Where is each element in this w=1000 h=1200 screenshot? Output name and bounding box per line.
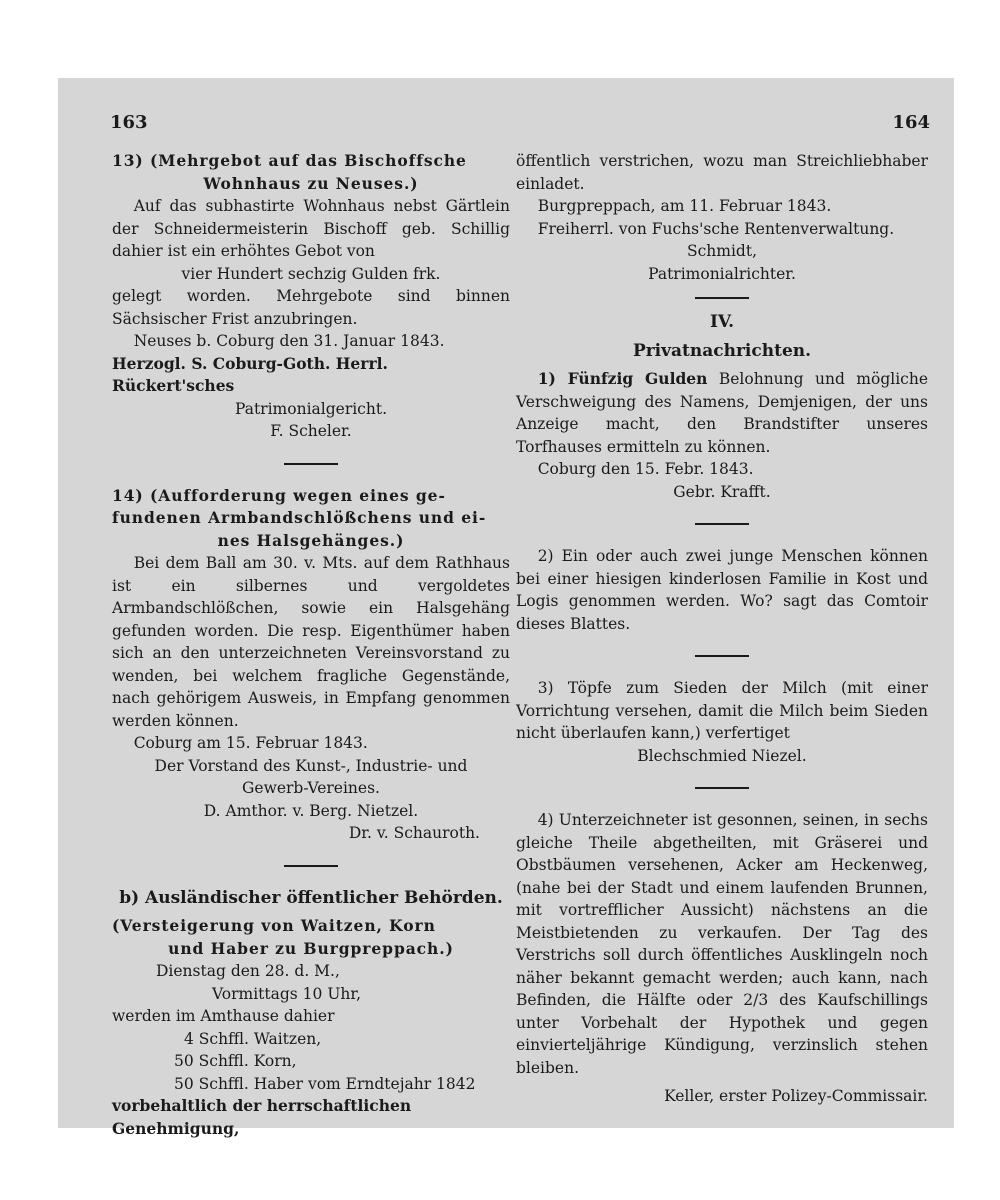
section-b-time: Vormittags 10 Uhr, xyxy=(212,984,361,1003)
section-b-goods-1: 4 Schffl. Waitzen, xyxy=(184,1029,322,1048)
notice-13-heading-line1: 13) (Mehrgebot auf das Bischoffsche xyxy=(112,151,467,170)
notice-13-heading-line2: Wohnhaus zu Neuses.) xyxy=(203,173,419,193)
section-b-tail: vorbehaltlich der herrschaftlichen Genehmigung, xyxy=(112,1096,412,1138)
notice-13-court-line1: Herzogl. S. Coburg-Goth. Herrl. Rückert'sches xyxy=(112,353,388,395)
scanned-page-spread xyxy=(58,78,954,1138)
section-iv-numeral: IV. xyxy=(709,312,735,332)
notice-14-heading-line3: nes Halsgehänges.) xyxy=(217,530,405,550)
notice-13-body: Auf das subhastirte Wohnhaus nebst Gärtlein der Schneidermeisterin Bischoff geb. Schillig dahier ist ein erhöhtes Gebot von xyxy=(112,197,510,260)
private-notice-1-place-date: Coburg den 15. Febr. 1843. xyxy=(537,460,754,478)
private-notice-3-body: 3) Töpfe zum Sieden der Milch (mit einer Vorrichtung versehen, damit die Milch beim Sieden nicht überlaufen kann,) verfertiget xyxy=(516,679,928,742)
section-iv-title: Privatnachrichten. xyxy=(632,340,812,361)
notice-13-place-date: Neuses b. Coburg den 31. Januar 1843. xyxy=(133,332,445,350)
section-b-date: Dienstag den 28. d. M., xyxy=(156,962,340,980)
private-notice-1-lead: 1) Fünfzig Gulden xyxy=(537,369,708,388)
notice-14-board-line1: Der Vorstand des Kunst-, Industrie- und xyxy=(154,756,468,775)
private-notice-4-body: 4) Unterzeichneter ist gesonnen, seinen, in sechs gleiche Theile abgetheilten, mit Gräserei und Obstbäumen versehenen, Acker am Heckenweg, (nahe bei der Stadt und einem laufenden Brunnen, mit vortrefflicher Aussicht) nächstens an die Meistbietenden zu verkaufen. Der Tag des Verstrichs soll durch öffentliches Ausklingeln noch näher bekannt gemacht werden; auch kann, nach Befinden, die Hälfte oder 2/3 des Kaufschillings unter Vorbehalt der Hypothek und gegen einvierteljährige Kündigung, verzinslich stehen bleiben. xyxy=(516,811,928,1077)
private-notice-4-signer: Keller, erster Polizey-Commissair. xyxy=(664,1087,928,1105)
notice-13-court-line2: Patrimonialgericht. xyxy=(234,399,388,418)
private-notice-1 xyxy=(516,368,928,503)
section-b-continued-body: öffentlich verstrichen, wozu man Streichliebhaber einladet. xyxy=(516,152,928,193)
notice-14-signers-line1: D. Amthor. v. Berg. Nietzel. xyxy=(203,801,419,820)
notice-14-heading-line2: fundenen Armbandschlößchens und ei- xyxy=(112,508,487,527)
section-b-continued-signer-title: Patrimonialrichter. xyxy=(648,264,796,283)
notice-13-signer: F. Scheler. xyxy=(270,422,352,440)
section-b-continued-place-date: Burgpreppach, am 11. Februar 1843. xyxy=(537,197,832,215)
private-notice-1-signer: Gebr. Krafft. xyxy=(673,482,771,501)
section-b-continued-office: Freiherrl. von Fuchs'sche Rentenverwaltung. xyxy=(537,219,895,238)
notice-14-body: Bei dem Ball am 30. v. Mts. auf dem Rathhaus ist ein silbernes und vergoldetes Armbandschlößchen, sowie ein Halsgehäng gefunden worden. Die resp. Eigenthümer haben sich an den unterzeichneten Vereinsvorstand zu wenden, bei welchem fragliche Gegenstände, nach gehörigem Ausweis, in Empfang genommen werden können. xyxy=(112,554,510,730)
page-number-left: 163 xyxy=(110,112,148,133)
section-b-continued xyxy=(516,150,928,285)
private-notice-1-body xyxy=(516,368,928,458)
section-b-title: b) Ausländischer öffentlicher Behörden. xyxy=(119,887,503,908)
notice-13 xyxy=(112,150,510,443)
private-notice-2-body: 2) Ein oder auch zwei junge Menschen können bei einer hiesigen kinderlosen Familie in Kost und Logis genommen werden. Wo? sagt das Comtoir dieses Blattes. xyxy=(516,547,928,633)
section-b xyxy=(112,887,510,1141)
notice-14-heading-line1: 14) (Aufforderung wegen eines ge- xyxy=(112,485,446,505)
section-b-heading-line1: (Versteigerung von Waitzen, Korn xyxy=(112,916,436,935)
notice-14 xyxy=(112,485,510,845)
left-column xyxy=(112,150,510,1140)
page-number-right: 164 xyxy=(892,112,930,133)
section-b-continued-signer-name: Schmidt, xyxy=(686,242,757,260)
section-b-goods-3: 50 Schffl. Haber vom Erndtejahr 1842 xyxy=(174,1074,476,1093)
private-notice-1-text: Belohnung und mögliche Verschweigung des Namens, Demjenigen, der uns Anzeige macht, den Brandstifter unseres Torfhauses ermitteln zu können. xyxy=(516,370,929,456)
section-b-goods-2: 50 Schffl. Korn, xyxy=(174,1052,297,1070)
section-b-heading-line2: und Haber zu Burgpreppach.) xyxy=(168,938,454,958)
private-notice-2 xyxy=(516,545,928,635)
right-column xyxy=(516,150,928,1108)
notice-14-board-line2: Gewerb-Vereines. xyxy=(242,779,380,797)
private-notice-3-signer: Blechschmied Niezel. xyxy=(637,746,807,765)
section-b-place: werden im Amthause dahier xyxy=(112,1007,335,1025)
private-notice-4 xyxy=(516,809,928,1108)
notice-13-amount: vier Hundert sechzig Gulden frk. xyxy=(181,264,441,283)
notice-14-signers-line2: Dr. v. Schauroth. xyxy=(348,824,480,842)
notice-13-body-continued: gelegt worden. Mehrgebote sind binnen Sächsischer Frist anzubringen. xyxy=(112,287,510,328)
private-notice-3 xyxy=(516,677,928,767)
notice-14-place-date: Coburg am 15. Februar 1843. xyxy=(133,734,368,752)
